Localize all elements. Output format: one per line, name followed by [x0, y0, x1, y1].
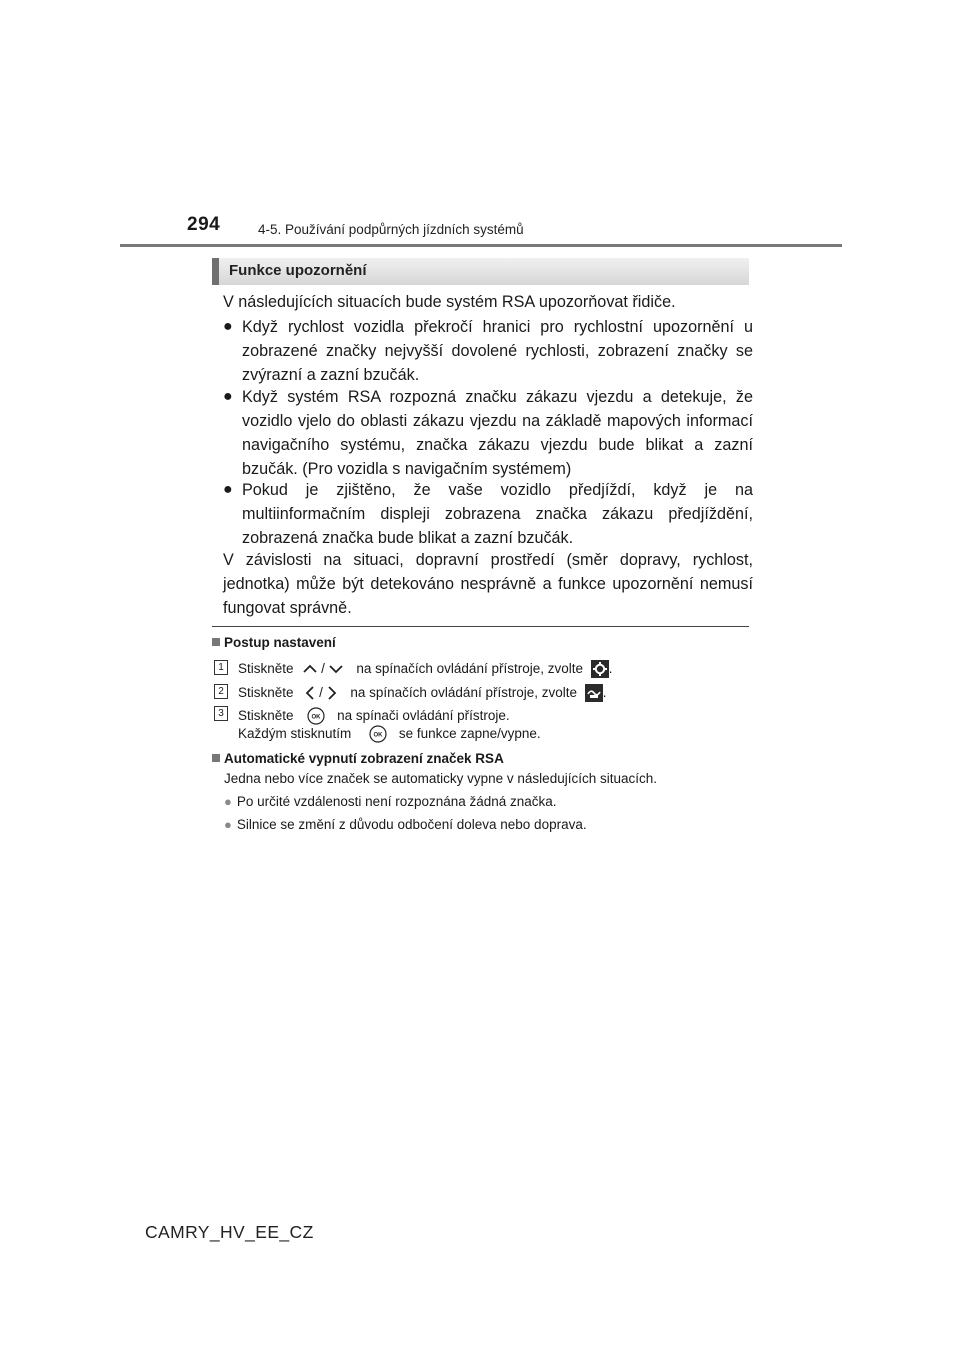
auto-off-intro: Jedna nebo více značek se automaticky vypne v následujících situacích.	[224, 771, 657, 786]
bullet-dot-icon: ●	[223, 481, 233, 498]
bullet-text: Když systém RSA rozpozná značku zákazu vjezdu a detekuje, že vozidlo vjelo do oblasti zákazu vjezdu na základě mapových informací navigačního systému, značka zákazu vjezdu bude blikat a zazní bzučák. (Pro vozidla s navigačním systémem)	[242, 388, 753, 478]
page-number: 294	[187, 214, 221, 235]
bullet-item	[223, 315, 753, 387]
auto-off-heading	[212, 750, 504, 767]
step-number-1: 1	[214, 660, 228, 675]
driving-assist-icon	[585, 684, 603, 702]
section-divider	[212, 626, 749, 627]
ok-button-icon	[307, 707, 325, 725]
step-text: se funkce zapne/vypne.	[398, 726, 541, 741]
step-number-3: 3	[214, 706, 228, 721]
step-text: Každým stisknutím	[238, 726, 352, 741]
separator: /	[319, 685, 323, 700]
bullet-dot-icon: ●	[224, 817, 232, 832]
setup-heading	[212, 634, 336, 651]
step-text: na spínačích ovládání přístroje, zvolte	[356, 661, 583, 676]
chevron-right-icon	[327, 686, 337, 700]
section-heading-label: Funkce upozornění	[229, 262, 367, 279]
step-text: na spínačích ovládání přístroje, zvolte	[350, 685, 577, 700]
separator: /	[321, 661, 325, 676]
bullet-text: Když rychlost vozidla překročí hranici pro rychlostní upozornění u zobrazené značky nejvyšší dovolené rychlosti, zobrazení značky se zvýrazní a zazní bzučák.	[242, 318, 753, 384]
bullet-dot-icon: ●	[223, 318, 233, 335]
bullet-text: Po určité vzdálenosti není rozpoznána žádná značka.	[236, 794, 557, 809]
bullet-text: Silnice se změní z důvodu odbočení doleva nebo doprava.	[236, 817, 587, 832]
square-bullet-icon	[212, 638, 220, 646]
step-end: .	[608, 661, 613, 676]
step-3-detail	[238, 725, 541, 743]
step-number-2: 2	[214, 684, 228, 699]
chevron-down-icon	[329, 664, 343, 674]
ok-label: OK	[373, 732, 383, 739]
header-divider	[120, 244, 842, 247]
bullet-dot-icon: ●	[224, 794, 232, 809]
step-text: Stiskněte	[238, 708, 294, 723]
ok-label: OK	[311, 714, 321, 721]
step-text: na spínači ovládání přístroje.	[337, 708, 510, 723]
square-bullet-icon	[212, 754, 220, 762]
bullet-item	[223, 478, 753, 550]
auto-off-bullet	[224, 793, 557, 810]
section-closing: V závislosti na situaci, dopravní prostředí (směr dopravy, rychlost, jednotka) může být detekováno nesprávně a funkce upozornění nemusí fungovat správně.	[223, 551, 753, 617]
bullet-dot-icon: ●	[223, 388, 233, 405]
section-heading	[212, 258, 749, 285]
auto-off-bullet	[224, 816, 587, 833]
settings-gear-icon	[591, 660, 609, 678]
chapter-title: 4-5. Používání podpůrných jízdních systémů	[258, 222, 524, 237]
chevron-left-icon	[305, 686, 315, 700]
step-text: Stiskněte	[238, 685, 294, 700]
chevron-up-icon	[303, 664, 317, 674]
model-code: CAMRY_HV_EE_CZ	[145, 1222, 314, 1242]
step-text: Stiskněte	[238, 661, 294, 676]
setup-heading-label: Postup nastavení	[224, 635, 336, 650]
ok-button-icon	[369, 725, 387, 743]
step-1	[238, 660, 613, 678]
auto-off-heading-label: Automatické vypnutí zobrazení značek RSA	[224, 751, 504, 766]
bullet-item	[223, 385, 753, 481]
step-2	[238, 684, 607, 702]
bullet-text: Pokud je zjištěno, že vaše vozidlo předjíždí, když je na multiinformačním displeji zobrazena značka zákazu předjíždění, zobrazená značka bude blikat a zazní bzučák.	[242, 481, 753, 547]
step-3	[238, 707, 510, 725]
step-end: .	[602, 685, 607, 700]
section-intro: V následujících situacích bude systém RSA upozorňovat řidiče.	[223, 293, 676, 311]
